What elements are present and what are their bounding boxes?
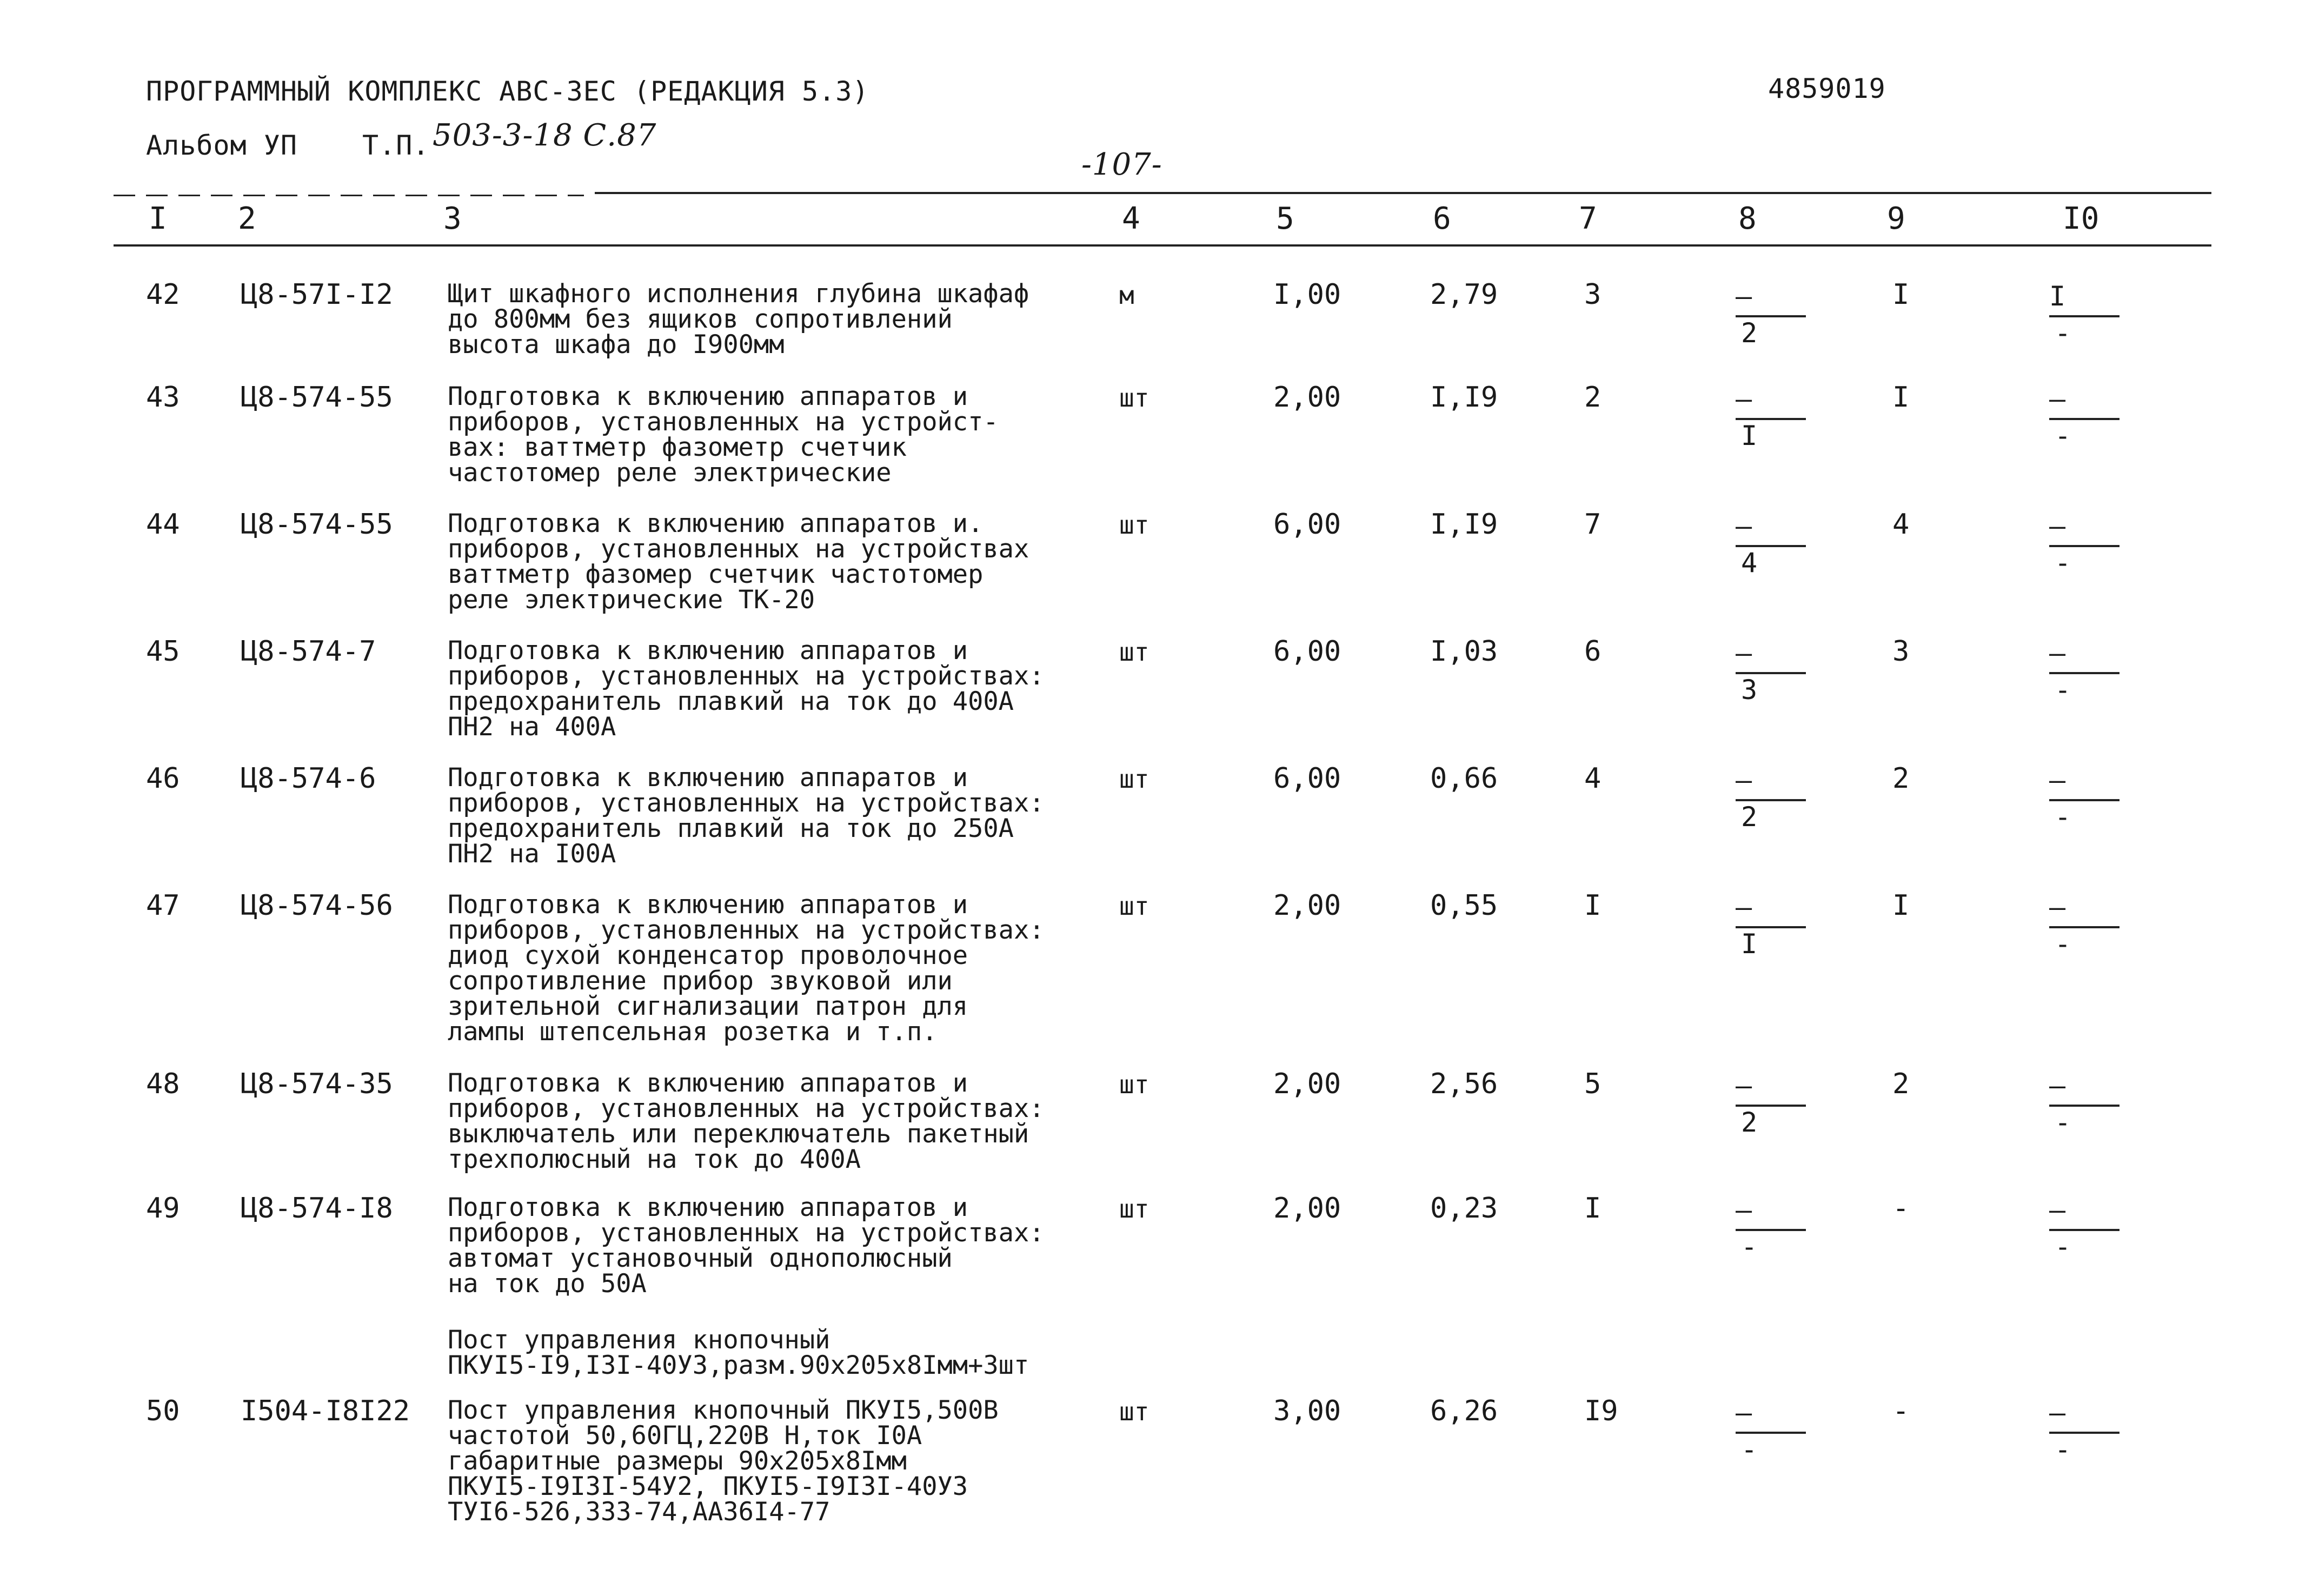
col-header-3: 3	[443, 201, 462, 236]
row-description	[448, 638, 1045, 740]
fraction-denominator: 2	[1741, 801, 1758, 833]
description-line: габаритные размеры 90х205х8Iмм	[448, 1446, 907, 1476]
fraction-denominator: -	[2055, 1107, 2071, 1138]
description-line: Подготовка к включению аппаратов и	[448, 1193, 968, 1222]
row-col9-value: 3	[1892, 635, 1910, 668]
fraction-denominator: I	[1741, 420, 1758, 451]
row-number: 47	[146, 889, 180, 922]
fraction-numerator: I	[2049, 281, 2066, 312]
row-code: Ц8-574-6	[241, 762, 376, 795]
row-col9-value: I	[1892, 278, 1910, 311]
row-description	[448, 384, 999, 486]
description-line: предохранитель плавкий на ток до 250А	[448, 814, 1014, 843]
row-col6-value: 2,79	[1430, 278, 1498, 311]
fraction-numerator: –	[1736, 1397, 1752, 1428]
row-quantity: 6,00	[1273, 635, 1341, 668]
row-number: 49	[146, 1192, 180, 1225]
fraction-denominator: -	[2055, 420, 2071, 451]
description-line: сопротивление прибор звуковой или	[448, 966, 953, 996]
description-line: вах: ваттметр фазометр счетчик	[448, 433, 907, 462]
row-col6-value: 0,23	[1430, 1192, 1498, 1225]
note-line: ПКУI5-I9,I3I-40У3,разм.90х205х8Iмм+3шт	[448, 1351, 1029, 1380]
description-line: Подготовка к включению аппаратов и	[448, 890, 968, 920]
col8-fraction	[1736, 637, 1811, 710]
row-quantity: 6,00	[1273, 762, 1341, 795]
fraction-numerator: –	[2049, 1397, 2066, 1428]
col8-fraction	[1736, 283, 1811, 353]
description-line: диод сухой конденсатор проволочное	[448, 941, 968, 970]
description-line: трехполюсный на ток до 400А	[448, 1145, 861, 1174]
description-line: частотомер реле электрические	[448, 458, 892, 488]
row-col7-value: 3	[1584, 278, 1602, 311]
row-col9-value: I	[1892, 381, 1910, 414]
fraction-denominator: -	[2055, 674, 2071, 706]
fraction-denominator: -	[1741, 1231, 1758, 1262]
row-col6-value: 0,55	[1430, 889, 1498, 922]
fraction-numerator: –	[1736, 892, 1752, 923]
col-header-9: 9	[1887, 201, 1905, 236]
row-unit: шт	[1119, 1194, 1150, 1223]
row-description	[448, 765, 1045, 867]
row-col9-value: 2	[1892, 762, 1910, 795]
description-line: ПН2 на 400А	[448, 712, 616, 742]
description-line: Подготовка к включению аппаратов и	[448, 636, 968, 666]
row-unit: шт	[1119, 892, 1150, 921]
col8-fraction	[1736, 510, 1811, 583]
col10-fraction	[2049, 1399, 2125, 1469]
note-text	[448, 1327, 1029, 1378]
fraction-denominator: 4	[1741, 547, 1758, 578]
row-description	[448, 892, 1045, 1045]
program-title: ПРОГРАММНЫЙ КОМПЛЕКС АВС-ЗЕС (РЕДАКЦИЯ 5.3)	[146, 76, 869, 107]
row-unit: м	[1119, 281, 1134, 310]
description-line: Пост управления кнопочный ПКУI5,500В	[448, 1395, 999, 1425]
top-rule-dashed	[114, 195, 584, 196]
row-code: Ц8-574-56	[241, 889, 393, 922]
row-code: Ц8-574-55	[241, 381, 393, 414]
description-line: Подготовка к включению аппаратов и.	[448, 509, 984, 538]
description-line: предохранитель плавкий на ток до 400А	[448, 687, 1014, 716]
col8-fraction	[1736, 1072, 1811, 1142]
row-quantity: 2,00	[1273, 1192, 1341, 1225]
col-header-1: I	[149, 201, 167, 236]
col-header-7: 7	[1579, 201, 1597, 236]
fraction-numerator: –	[1736, 637, 1752, 669]
description-line: Подготовка к включению аппаратов и	[448, 382, 968, 411]
col8-fraction	[1736, 764, 1811, 837]
fraction-denominator: -	[2055, 1231, 2071, 1262]
col-header-5: 5	[1276, 201, 1294, 236]
col8-fraction	[1736, 385, 1811, 456]
row-description	[448, 279, 1029, 360]
row-col9-value: I	[1892, 889, 1910, 922]
col10-fraction	[2049, 510, 2125, 583]
row-col6-value: I,03	[1430, 635, 1498, 668]
row-quantity: 2,00	[1273, 1068, 1341, 1100]
row-code: I504-I8I22	[241, 1395, 410, 1427]
col10-fraction	[2049, 764, 2125, 837]
description-line: Подготовка к включению аппаратов и	[448, 1068, 968, 1098]
row-number: 46	[146, 762, 180, 795]
description-line: ТУI6-526,333-74,АА36I4-77	[448, 1497, 830, 1527]
row-col6-value: 0,66	[1430, 762, 1498, 795]
row-col7-value: I	[1584, 889, 1602, 922]
col-header-2: 2	[238, 201, 256, 236]
description-line: автомат установочный однополюсный	[448, 1243, 953, 1273]
row-col7-value: 2	[1584, 381, 1602, 414]
col10-fraction	[2049, 385, 2125, 456]
col10-fraction	[2049, 1072, 2125, 1142]
row-col9-value: 2	[1892, 1068, 1910, 1100]
description-line: частотой 50,60ГЦ,220В Н,ток I0А	[448, 1421, 922, 1451]
col10-fraction	[2049, 637, 2125, 710]
description-line: Подготовка к включению аппаратов и	[448, 763, 968, 793]
row-col6-value: I,I9	[1430, 508, 1498, 541]
row-col9-value: -	[1892, 1192, 1910, 1225]
fraction-numerator: –	[1736, 510, 1752, 542]
row-col6-value: I,I9	[1430, 381, 1498, 414]
row-unit: шт	[1119, 764, 1150, 794]
fraction-numerator: –	[1736, 1070, 1752, 1101]
row-quantity: 6,00	[1273, 508, 1341, 541]
description-line: высота шкафа до I900мм	[448, 330, 785, 360]
description-line: приборов, установленных на устройствах:	[448, 1218, 1045, 1248]
fraction-denominator: -	[2055, 801, 2071, 833]
description-line: приборов, установленных на устройст-	[448, 407, 999, 437]
row-quantity: 2,00	[1273, 381, 1341, 414]
header-bottom-rule	[114, 244, 2211, 247]
col-header-6: 6	[1433, 201, 1451, 236]
fraction-denominator: 3	[1741, 674, 1758, 706]
col10-fraction	[2049, 894, 2125, 964]
row-number: 45	[146, 635, 180, 668]
description-line: реле электрические ТК-20	[448, 585, 815, 615]
album-label: Альбом УП	[146, 130, 297, 161]
fraction-denominator: 2	[1741, 317, 1758, 349]
description-line: приборов, установленных на устройствах:	[448, 1094, 1045, 1123]
fraction-numerator: –	[2049, 1194, 2066, 1226]
fraction-denominator: -	[1741, 1434, 1758, 1465]
row-quantity: I,00	[1273, 278, 1341, 311]
description-line: приборов, установленных на устройствах:	[448, 661, 1045, 691]
fraction-denominator: -	[2055, 928, 2071, 960]
row-number: 50	[146, 1395, 180, 1427]
col8-fraction	[1736, 1196, 1811, 1267]
row-number: 42	[146, 278, 180, 311]
description-line: приборов, установленных на устройствах:	[448, 788, 1045, 818]
col-header-8: 8	[1738, 201, 1757, 236]
fraction-denominator: 2	[1741, 1107, 1758, 1138]
row-code: Ц8-574-7	[241, 635, 376, 668]
description-line: на ток до 50А	[448, 1269, 647, 1299]
col-header-10: I0	[2063, 201, 2099, 236]
fraction-numerator: –	[2049, 510, 2066, 542]
fraction-numerator: –	[2049, 637, 2066, 669]
row-number: 44	[146, 508, 180, 541]
row-description	[448, 511, 1029, 613]
col10-fraction	[2049, 1196, 2125, 1267]
fraction-numerator: –	[1736, 383, 1752, 415]
row-col7-value: I	[1584, 1192, 1602, 1225]
row-unit: шт	[1119, 510, 1150, 540]
page-number: -107-	[1081, 147, 1162, 182]
fraction-denominator: -	[2055, 547, 2071, 578]
col-header-4: 4	[1122, 201, 1140, 236]
fraction-numerator: –	[2049, 1070, 2066, 1101]
row-number: 43	[146, 381, 180, 414]
description-line: ваттметр фазомер счетчик частотомер	[448, 560, 984, 589]
row-col7-value: 7	[1584, 508, 1602, 541]
row-col6-value: 6,26	[1430, 1395, 1498, 1427]
row-quantity: 3,00	[1273, 1395, 1341, 1427]
col10-fraction	[2049, 283, 2125, 353]
fraction-numerator: –	[2049, 383, 2066, 415]
row-description	[448, 1193, 1045, 1299]
document-number: 4859019	[1768, 73, 1886, 104]
row-number: 48	[146, 1068, 180, 1100]
description-line: выключатель или переключатель пакетный	[448, 1119, 1029, 1149]
row-code: Ц8-574-35	[241, 1068, 393, 1100]
row-col9-value: 4	[1892, 508, 1910, 541]
description-line: до 800мм без ящиков сопротивлений	[448, 304, 953, 334]
row-col6-value: 2,56	[1430, 1068, 1498, 1100]
fraction-denominator: -	[2055, 1434, 2071, 1465]
row-col9-value: -	[1892, 1395, 1910, 1427]
fraction-numerator: –	[2049, 764, 2066, 796]
row-col7-value: I9	[1584, 1395, 1618, 1427]
fraction-numerator: –	[2049, 892, 2066, 923]
row-col7-value: 4	[1584, 762, 1602, 795]
row-description	[448, 1395, 999, 1527]
fraction-numerator: –	[1736, 764, 1752, 796]
fraction-denominator: -	[2055, 317, 2071, 349]
description-line: ПКУI5-I9I3I-54У2, ПКУI5-I9I3I-40У3	[448, 1472, 968, 1501]
row-code: Ц8-574-I8	[241, 1192, 393, 1225]
fraction-numerator: –	[1736, 281, 1752, 312]
row-unit: шт	[1119, 1070, 1150, 1099]
fraction-denominator: I	[1741, 928, 1758, 960]
row-quantity: 2,00	[1273, 889, 1341, 922]
top-rule	[595, 192, 2211, 194]
row-code: Ц8-57I-I2	[241, 278, 393, 311]
description-line: приборов, установленных на устройствах:	[448, 915, 1045, 945]
row-col7-value: 6	[1584, 635, 1602, 668]
row-description	[448, 1070, 1045, 1172]
note-line: Пост управления кнопочный	[448, 1325, 830, 1355]
row-unit: шт	[1119, 637, 1150, 667]
tp-handwritten-code: 503-3-18 С.87	[433, 118, 657, 153]
row-unit: шт	[1119, 383, 1150, 413]
row-col7-value: 5	[1584, 1068, 1602, 1100]
tp-prefix: Т.П.	[362, 130, 430, 161]
description-line: лампы штепсельная розетка и т.п.	[448, 1017, 938, 1047]
description-line: зрительной сигнализации патрон для	[448, 992, 968, 1021]
fraction-numerator: –	[1736, 1194, 1752, 1226]
row-unit: шт	[1119, 1397, 1150, 1426]
col8-fraction	[1736, 894, 1811, 964]
description-line: Щит шкафного исполнения глубина шкафаф	[448, 279, 1029, 309]
description-line: ПН2 на I00А	[448, 839, 616, 869]
row-code: Ц8-574-55	[241, 508, 393, 541]
description-line: приборов, установленных на устройствах	[448, 534, 1029, 564]
col8-fraction	[1736, 1399, 1811, 1469]
